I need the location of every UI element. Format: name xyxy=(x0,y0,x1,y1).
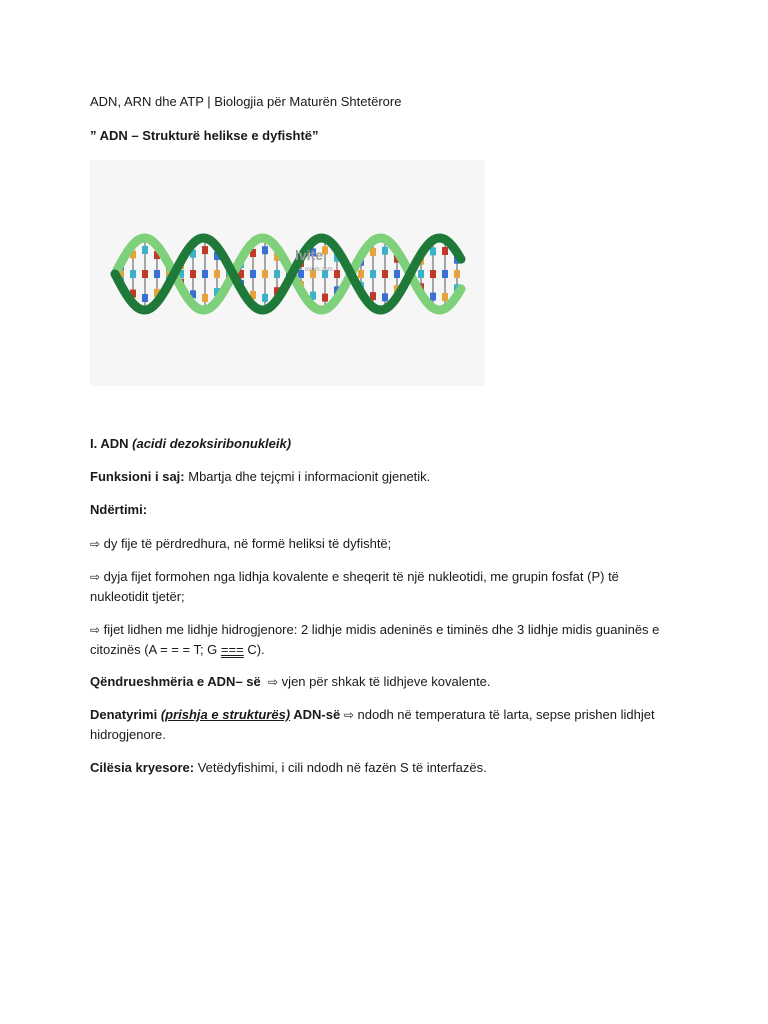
watermark-subtext: ovpm.com xyxy=(305,267,333,273)
nucleotide-base xyxy=(334,270,340,278)
structure-label: Ndërtimi: xyxy=(90,502,148,517)
nucleotide-base xyxy=(394,270,400,278)
nucleotide-base xyxy=(214,270,220,278)
nucleotide-base xyxy=(442,293,448,301)
nucleotide-base xyxy=(202,270,208,278)
nucleotide-base xyxy=(142,246,148,254)
nucleotide-base xyxy=(250,270,256,278)
nucleotide-base xyxy=(202,246,208,254)
nucleotide-base xyxy=(142,294,148,302)
nucleotide-base xyxy=(430,293,436,301)
bullet-2-text: dyja fijet formohen nga lidhja kovalente e sheqerit të një nukleotidi, me grupin fosfat (P) të nukleotidit tjetër; xyxy=(90,569,619,604)
bullet-3-text-a: fijet lidhen me lidhje hidrogjenore: 2 lidhje midis adeninës e timinës dhe 3 lidhje midis guaninës e citozinës (A = = = T; G xyxy=(90,622,660,657)
arrow-icon: ⇨ xyxy=(90,623,101,637)
denaturation-line xyxy=(90,705,670,745)
denaturation-label-2: ADN-së xyxy=(290,707,341,722)
nucleotide-base xyxy=(142,270,148,278)
function-line xyxy=(90,467,670,487)
nucleotide-base xyxy=(382,247,388,255)
section-heading xyxy=(90,434,670,454)
section-heading-prefix: I. ADN xyxy=(90,436,133,451)
dna-helix-figure xyxy=(90,160,485,386)
nucleotide-base xyxy=(418,270,424,278)
nucleotide-base xyxy=(262,294,268,302)
bullet-1-text: dy fije të përdredhura, në formë heliksi të dyfishtë; xyxy=(100,536,392,551)
nucleotide-base xyxy=(202,294,208,302)
quality-line xyxy=(90,758,670,778)
nucleotide-base xyxy=(382,293,388,301)
arrow-icon: ⇨ xyxy=(90,570,101,584)
nucleotide-base xyxy=(442,247,448,255)
function-text: Mbartja dhe tejçmi i informacionit gjenetik. xyxy=(184,469,431,484)
nucleotide-base xyxy=(130,270,136,278)
nucleotide-base xyxy=(274,270,280,278)
stability-line xyxy=(90,672,670,692)
nucleotide-base xyxy=(430,247,436,255)
dna-helix-illustration xyxy=(90,160,485,386)
nucleotide-base xyxy=(262,270,268,278)
nucleotide-base xyxy=(358,270,364,278)
arrow-icon: ⇨ xyxy=(90,537,101,551)
nucleotide-base xyxy=(154,270,160,278)
arrow-icon: ⇨ xyxy=(343,708,354,722)
stability-label: Qëndrueshmëria e ADN– së xyxy=(90,674,261,689)
nucleotide-base xyxy=(454,270,460,278)
stability-text: vjen për shkak të lidhjeve kovalente. xyxy=(278,674,491,689)
function-label: Funksioni i saj: xyxy=(90,469,185,484)
quality-text: Vetëdyfishimi, i cili ndodh në fazën S të interfazës. xyxy=(194,760,487,775)
denaturation-text: ndodh në temperatura të larta, sepse prishen lidhjet hidrogjenore. xyxy=(90,707,655,742)
triple-bond-symbol: === xyxy=(220,642,244,657)
nucleotide-base xyxy=(190,270,196,278)
bullet-2 xyxy=(90,567,670,607)
subtitle: ” ADN – Strukturë helikse e dyfishtë” xyxy=(90,128,319,143)
bullet-1 xyxy=(90,534,670,554)
document-title: ADN, ARN dhe ATP | Biologjia për Maturën Shtetërore xyxy=(90,94,402,109)
denaturation-label: Denatyrimi xyxy=(90,707,161,722)
watermark-text: lvite xyxy=(295,247,324,263)
nucleotide-base xyxy=(370,270,376,278)
bullet-3-text-b: C). xyxy=(243,642,265,657)
denaturation-italic: (prishja e strukturës) xyxy=(160,707,291,722)
nucleotide-base xyxy=(298,270,304,278)
section-heading-italic: (acidi dezoksiribonukleik) xyxy=(132,436,292,451)
nucleotide-base xyxy=(322,294,328,302)
nucleotide-base xyxy=(430,270,436,278)
arrow-icon: ⇨ xyxy=(268,675,279,689)
nucleotide-base xyxy=(382,270,388,278)
bullet-3 xyxy=(90,620,670,660)
nucleotide-base xyxy=(262,246,268,254)
quality-label: Cilësia kryesore: xyxy=(90,760,195,775)
nucleotide-base xyxy=(442,270,448,278)
